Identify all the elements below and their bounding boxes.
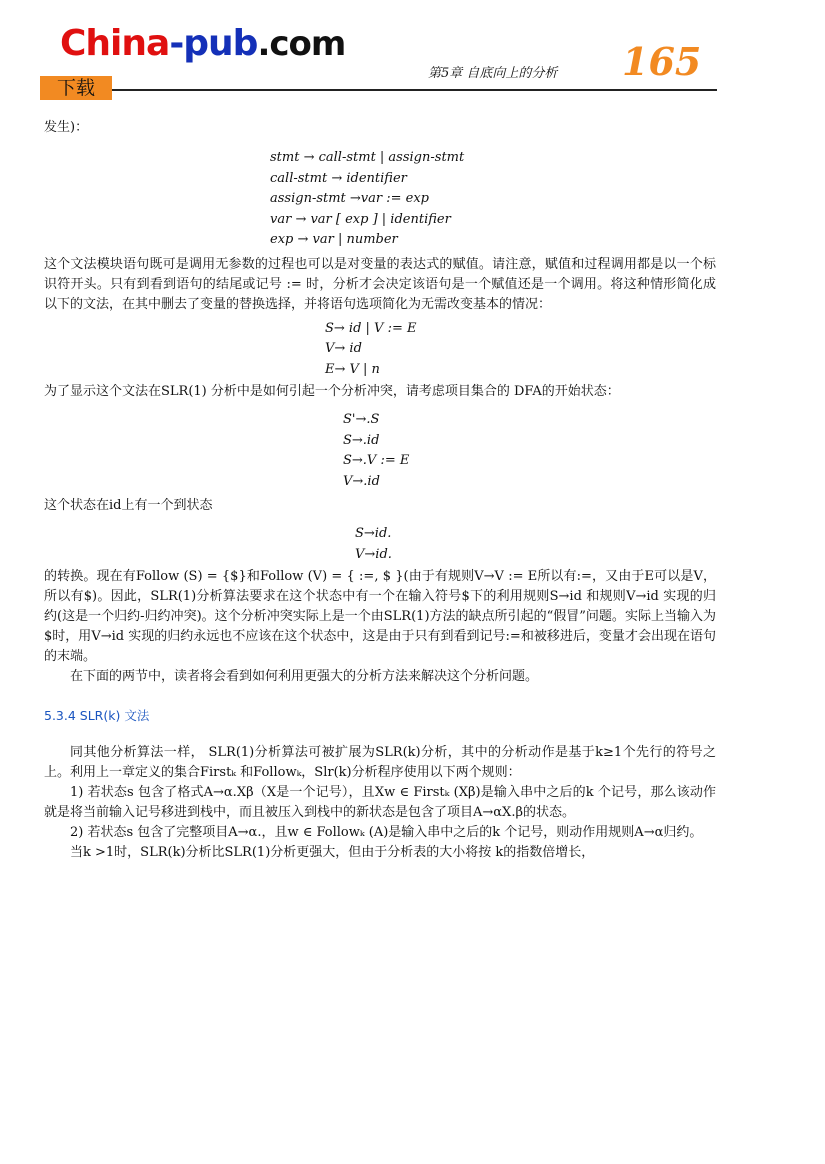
lr-item: S→id. (355, 526, 392, 541)
grammar-rule: V→ id (325, 341, 362, 356)
rule-item: 2) 若状态s 包含了完整项目A→α.，且w ∈ Followₖ (A)是输入串中之后的k 个记号，则动作用规则A→α归约。 (70, 825, 703, 840)
section-heading: 5.3.4 SLR(k) 文法 (44, 708, 150, 723)
grammar-simplified (44, 319, 716, 381)
page-number: 165 (622, 39, 702, 84)
paragraph-continuation: 发生)： (44, 120, 89, 135)
grammar-rule: var → var [ exp ] | identifier (270, 211, 451, 227)
lr-item: V→id. (355, 546, 392, 562)
grammar-rule: call-stmt → identifier (270, 170, 407, 186)
grammar-rule: exp → var | number (270, 232, 398, 247)
lr-item: S→.V := E (343, 453, 410, 468)
paragraph: 同其他分析算法一样， SLR(1)分析算法可被扩展为SLR(k)分析，其中的分析动作是基于k≥1个先行的符号之上。利用上一章定义的集合Firstₖ 和Followₖ，Slr(k)分析程序使用以下两个规则： (44, 745, 716, 780)
dfa-target-state (44, 524, 716, 565)
paragraph: 的转换。现在有Follow (S) = {$}和Follow (V) = { :=, $ }(由于有规则V→V := E所以有:=，又由于E可以是V，所以有$)。因此，SLR(1)分析算法要求在这个状态中有一个在输入符号$下的利用规则S→id 和规则V→id 实现的归约(这是一个归约-归约冲突)。这个分析冲突实际上是一个由SLR(1)方法的缺点所引起的“假冒”问题。实际上当输入为$时，用V→id 实现的归约永远也不应该在这个状态中，这是由于只有到看到记号:=和被移进后，变量才会出现在语句的末端。 (44, 569, 716, 664)
paragraph: 这个状态在id上有一个到状态 (44, 498, 213, 513)
download-badge: 下载 (40, 76, 112, 100)
paragraph: 当k >1时，SLR(k)分析比SLR(1)分析更强大，但由于分析表的大小将按 k的指数倍增长， (70, 845, 595, 860)
grammar-rule: stmt → call-stmt | assign-stmt (270, 150, 465, 165)
dfa-start-state (44, 410, 716, 492)
grammar-stmt (44, 148, 716, 251)
paragraph: 这个文法模块语句既可是调用无参数的过程也可以是对变量的表达式的赋值。请注意，赋值和过程调用都是以一个标识符开头。只有到看到语句的结尾或记号 := 时，分析才会决定该语句是一个赋值还是一个调用。将这种情形简化成以下的文法，在其中删去了变量的替换选择，并将语句选项简化为无需改变基本的情况： (44, 256, 716, 312)
lr-item: S→.id (343, 432, 380, 448)
lr-item: V→.id (343, 473, 380, 489)
grammar-rule: E→ V | n (325, 361, 380, 377)
header-rule (112, 89, 717, 91)
paragraph: 为了显示这个文法在SLR(1) 分析中是如何引起一个分析冲突，请考虑项目集合的 DFA的开始状态： (44, 384, 620, 399)
china-pub-logo: China-pub.com (60, 23, 346, 64)
chapter-title: 第5章 自底向上的分析 (428, 66, 558, 81)
grammar-rule: S→ id | V := E (325, 320, 417, 336)
page-body (44, 118, 716, 863)
lr-item: S'→.S (343, 412, 380, 427)
rule-item: 1) 若状态s 包含了格式A→α.Xβ（X是一个记号），且Xw ∈ Firstₖ (Xβ)是输入串中之后的k 个记号，那么该动作就是将当前输入记号移进到栈中，而且被压入到栈中的新状态是包含了项目A→αX.β的状态。 (44, 785, 716, 820)
paragraph: 在下面的两节中，读者将会看到如何利用更强大的分析方法来解决这个分析问题。 (70, 669, 539, 684)
grammar-rule: assign-stmt →var := exp (270, 191, 430, 206)
